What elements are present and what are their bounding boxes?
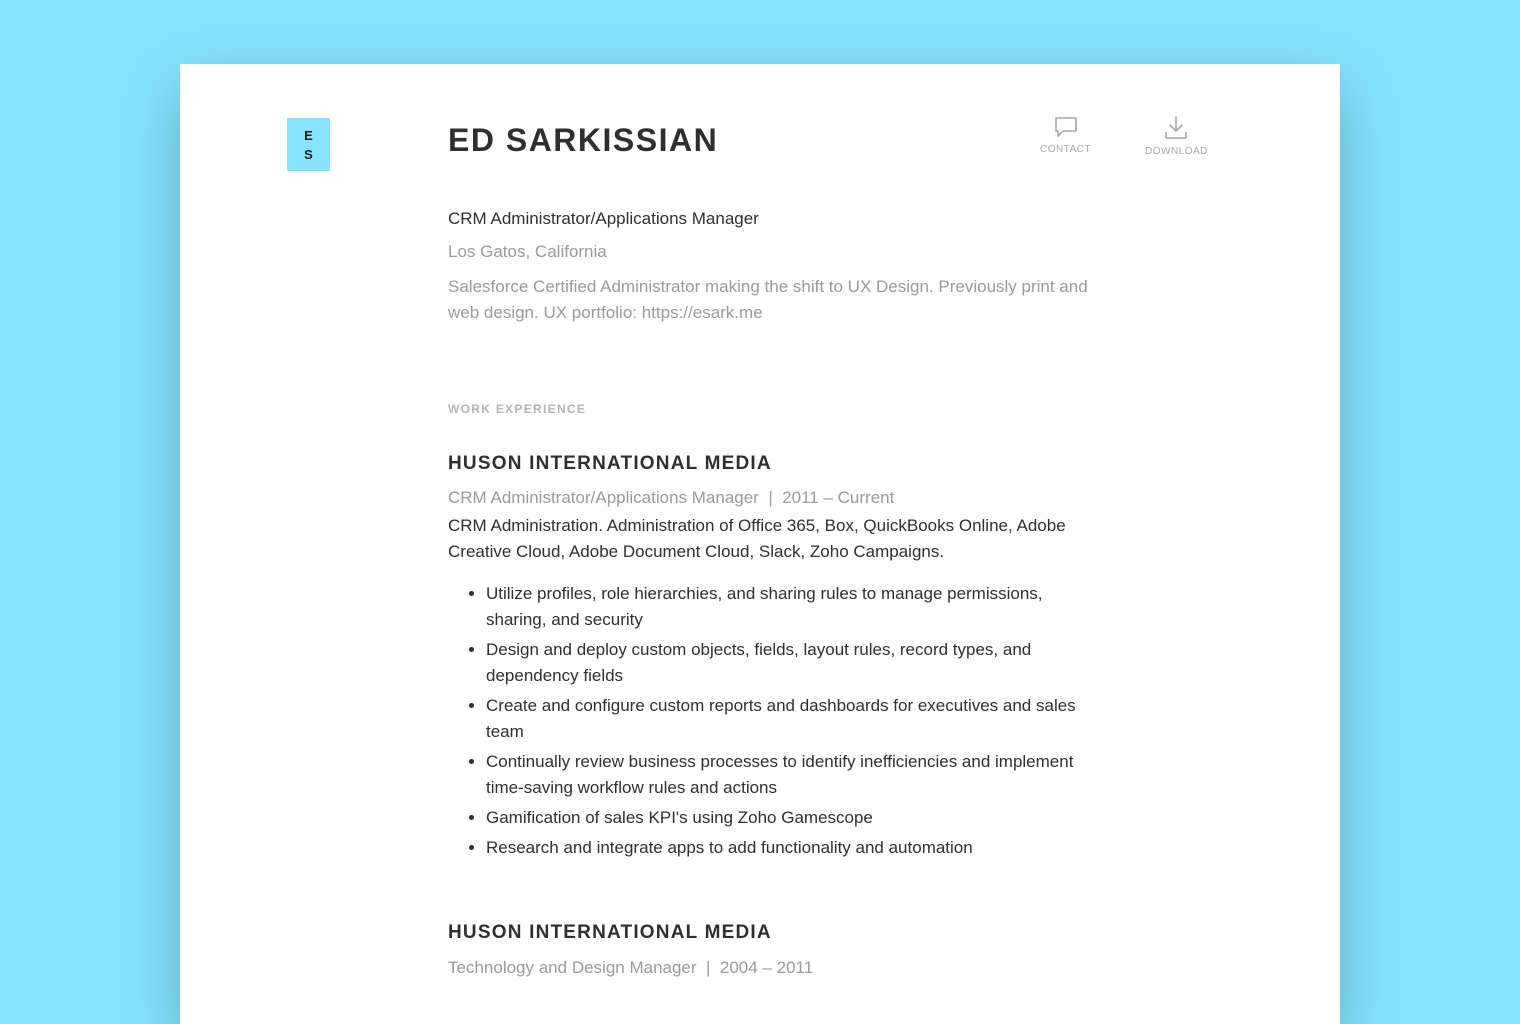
monogram-second-letter: S <box>304 146 313 162</box>
download-icon <box>1164 116 1188 140</box>
list-item: • Continually review business processes to identify inefficiencies and implement time-saving workflow rules and actions <box>486 749 1088 801</box>
list-item: • Utilize profiles, role hierarchies, and sharing rules to manage permissions, sharing, and security <box>486 581 1088 633</box>
resume-page <box>180 64 1340 1024</box>
list-item: • Create and configure custom reports and dashboards for executives and sales team <box>486 693 1088 745</box>
list-item: • Gamification of sales KPI's using Zoho Gamescope <box>486 805 1088 831</box>
list-item: • Design and deploy custom objects, fields, layout rules, record types, and dependency fields <box>486 637 1088 689</box>
contact-button[interactable] <box>1040 116 1091 155</box>
job-role: CRM Administrator/Applications Manager <box>448 488 759 507</box>
download-button[interactable] <box>1145 116 1208 157</box>
job-bullet-list <box>448 581 1088 865</box>
download-label: DOWNLOAD <box>1145 146 1208 157</box>
profile-title: CRM Administrator/Applications Manager <box>448 209 759 228</box>
chat-icon <box>1054 116 1078 138</box>
job-role: Technology and Design Manager <box>448 958 697 977</box>
profile-location: Los Gatos, California <box>448 242 607 261</box>
job-meta <box>448 488 894 508</box>
job-description: CRM Administration. Administration of Office 365, Box, QuickBooks Online, Adobe Creative Cloud, Adobe Document Cloud, Slack, Zoho Campaigns. <box>448 516 1066 561</box>
job-meta-separator: | <box>768 488 773 507</box>
profile-summary: Salesforce Certified Administrator making the shift to UX Design. Previously print and web design. UX portfolio: https://esark.me <box>448 277 1088 322</box>
job-company: HUSON INTERNATIONAL MEDIA <box>448 922 772 943</box>
job-company: HUSON INTERNATIONAL MEDIA <box>448 453 772 474</box>
job-meta-separator: | <box>706 958 711 977</box>
monogram-logo <box>287 118 330 171</box>
job-period: 2011 – Current <box>782 488 895 507</box>
job-meta <box>448 958 813 978</box>
contact-label: CONTACT <box>1040 144 1092 155</box>
list-item: • Research and integrate apps to add functionality and automation <box>486 835 1088 861</box>
job-period: 2004 – 2011 <box>719 958 814 977</box>
section-title-work-experience: WORK EXPERIENCE <box>448 402 587 416</box>
monogram-first-letter: E <box>304 127 313 143</box>
profile-name: ED SARKISSIAN <box>448 122 719 158</box>
